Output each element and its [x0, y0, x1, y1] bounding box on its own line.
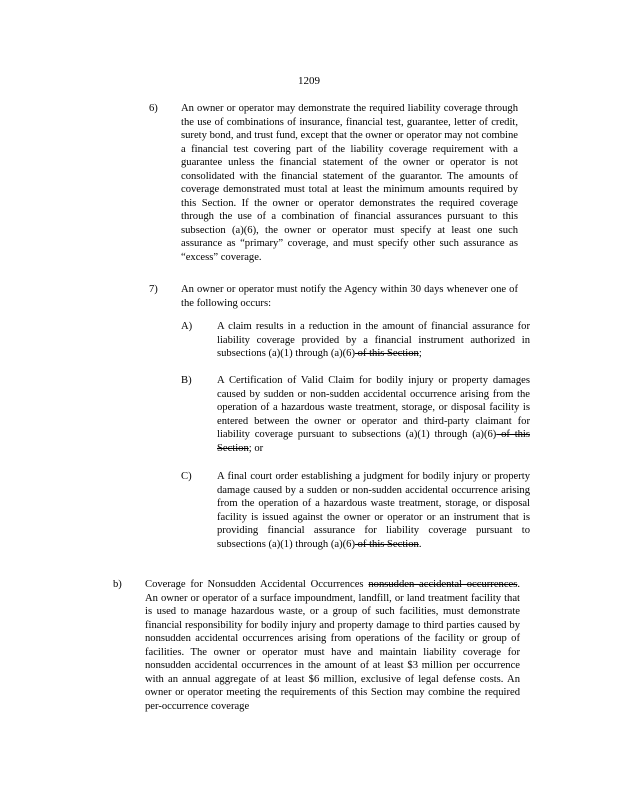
item-7a-label: A)	[181, 321, 193, 332]
item-7-text: An owner or operator must notify the Agency within 30 days whenever one of the following occurs:	[181, 284, 518, 309]
item-7c-struck-text: of this Section	[354, 538, 419, 550]
item-7c-label: C)	[181, 471, 192, 482]
item-7a-paragraph	[217, 320, 530, 361]
item-b-heading: Coverage for Nonsudden Accidental Occurrences	[145, 579, 364, 590]
item-6-label: 6)	[149, 103, 158, 114]
item-7a-struck-text: of this Section	[354, 348, 419, 359]
item-7c-end: .	[418, 538, 422, 550]
item-7b-end: ; or	[248, 442, 264, 454]
item-7-label: 7)	[149, 284, 158, 295]
item-6-text: An owner or operator may demonstrate the required liability coverage through the use of combinations of insurance, financial test, guarantee, letter of credit, surety bond, and trust fund, except that the owner or operator may not combine a financial test covering part of the liability coverage requirement with a guarantee unless the financial statement of the owner or operator is not consolidated with the financial statement of the guarantor. The amounts of coverage demonstrated must total at least the minimum amounts required by this Section. If the owner or operator demonstrates the required coverage through the use of a combination of financial assurances pursuant to this subsection (a)(6), the owner or operator must specify at least one such assurance as “primary” coverage, and must specify other such assurance as “excess” coverage.	[181, 103, 518, 263]
item-7b-struck-text: of this Section	[217, 429, 530, 454]
item-7b-paragraph	[217, 374, 530, 455]
item-7a-text: A claim results in a reduction in the amount of financial assurance for liability coverage provided by a financial instrument authorized in subsections (a)(1) through (a)(6)	[217, 321, 530, 359]
item-b-text: . An owner or operator of a surface impoundment, landfill, or land treatment facility that is used to manage hazardous waste, or a group of such facilities, must demonstrate financial responsibility for bodily injury and property damage to third parties caused by nonsudden accidental occurrences arising from operations of the facility or group of facilities. The owner or operator must have and maintain liability coverage for nonsudden accidental occurrences in the amount of at least $3 million per occurrence with an annual aggregate of at least $6 million, exclusive of legal defense costs. An owner or operator meeting the requirements of this Section may combine the required per-occurrence coverage	[145, 579, 520, 712]
item-7a-end: ;	[418, 348, 422, 359]
item-7c-paragraph	[217, 470, 530, 551]
item-b-label: b)	[113, 579, 122, 590]
page-number: 1209	[298, 75, 320, 87]
item-b-paragraph	[145, 578, 520, 713]
item-7b-text: A Certification of Valid Claim for bodily injury or property damages caused by sudden or non-sudden accidental occurrence arising from the operation of a hazardous waste treatment, storage, or disposal facility is entered between the owner or operator and third-party claimant for liability coverage pursuant to subsections (a)(1) through (a)(6)	[217, 375, 530, 440]
item-b-struck-text: nonsudden accidental occurrences	[368, 579, 518, 590]
item-7c-text: A final court order establishing a judgment for bodily injury or property damage caused by a sudden or non-sudden accidental occurrence arising from the operation of a hazardous waste treatment, storage, or disposal facility is issued against the owner or operator or an instrument that is providing financial assurance for liability coverage pursuant to subsections (a)(1) through (a)(6)	[217, 471, 530, 550]
item-7b-label: B)	[181, 375, 192, 386]
